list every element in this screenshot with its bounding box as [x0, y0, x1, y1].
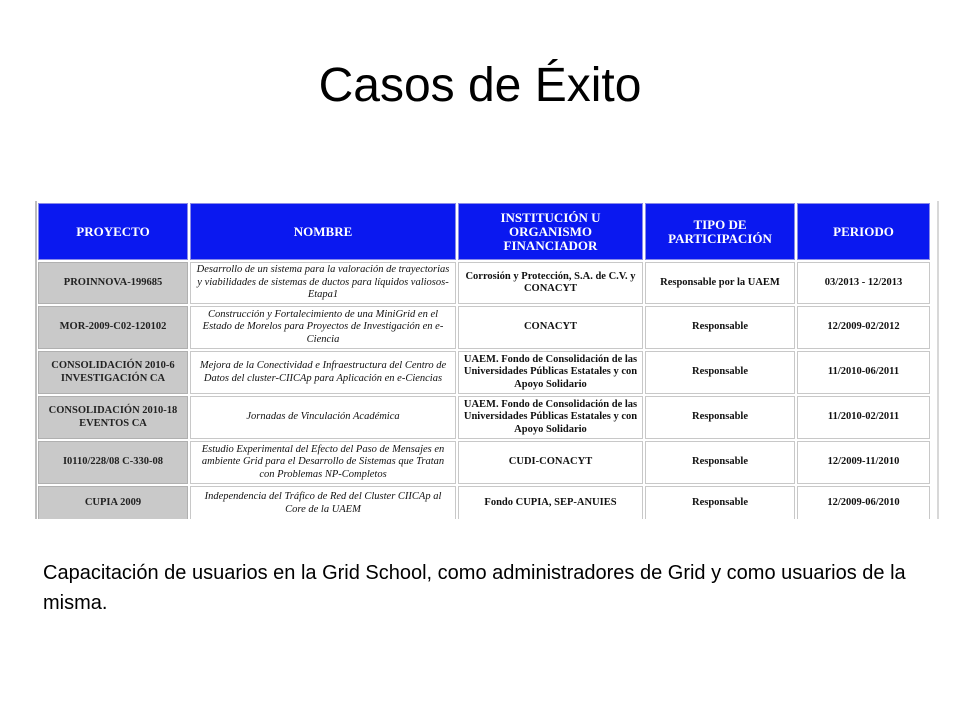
cases-table [36, 201, 932, 519]
header-periodo: PERIODO [797, 203, 930, 260]
cell-proyecto: MOR-2009-C02-120102 [38, 306, 188, 349]
cell-periodo: 12/2009-06/2010 [797, 486, 930, 519]
cases-table-image [35, 201, 939, 519]
cell-institucion: UAEM. Fondo de Consolidación de las Universidades Públicas Estatales y con Apoyo Solidario [458, 351, 643, 394]
cell-institucion: Corrosión y Protección, S.A. de C.V. y CONACYT [458, 262, 643, 304]
table-row [38, 441, 930, 484]
cell-tipo: Responsable por la UAEM [645, 262, 795, 304]
cell-institucion: UAEM. Fondo de Consolidación de las Universidades Públicas Estatales y con Apoyo Solidario [458, 396, 643, 439]
table-row [38, 306, 930, 349]
cell-tipo: Responsable [645, 441, 795, 484]
cell-institucion: CONACYT [458, 306, 643, 349]
cell-nombre: Construcción y Fortalecimiento de una MiniGrid en el Estado de Morelos para Proyectos de Investigación en e-Ciencia [190, 306, 456, 349]
table-row [38, 262, 930, 304]
cell-tipo: Responsable [645, 486, 795, 519]
cell-tipo: Responsable [645, 396, 795, 439]
header-nombre: NOMBRE [190, 203, 456, 260]
cell-periodo: 11/2010-02/2011 [797, 396, 930, 439]
cell-tipo: Responsable [645, 306, 795, 349]
slide-title: Casos de Éxito [318, 59, 642, 112]
cell-institucion: Fondo CUPIA, SEP-ANUIES [458, 486, 643, 519]
header-institucion: INSTITUCIÓN U ORGANISMO FINANCIADOR [458, 203, 643, 260]
cell-periodo: 03/2013 - 12/2013 [797, 262, 930, 304]
table-header-row [38, 203, 930, 260]
table-row [38, 486, 930, 519]
cell-nombre: Jornadas de Vinculación Académica [190, 396, 456, 439]
cell-periodo: 11/2010-06/2011 [797, 351, 930, 394]
cell-proyecto: PROINNOVA-199685 [38, 262, 188, 304]
header-proyecto: PROYECTO [38, 203, 188, 260]
body-paragraph: Capacitación de usuarios en la Grid School, como administradores de Grid y como usuarios de la misma. [43, 562, 906, 614]
cell-proyecto: CONSOLIDACIÓN 2010-18 EVENTOS CA [38, 396, 188, 439]
cell-nombre: Independencia del Tráfico de Red del Cluster CIICAp al Core de la UAEM [190, 486, 456, 519]
cell-proyecto: CONSOLIDACIÓN 2010-6 INVESTIGACIÓN CA [38, 351, 188, 394]
cell-institucion: CUDI-CONACYT [458, 441, 643, 484]
cell-proyecto: CUPIA 2009 [38, 486, 188, 519]
table-row [38, 351, 930, 394]
cell-periodo: 12/2009-02/2012 [797, 306, 930, 349]
cell-tipo: Responsable [645, 351, 795, 394]
table-row [38, 396, 930, 439]
cell-periodo: 12/2009-11/2010 [797, 441, 930, 484]
cell-nombre: Mejora de la Conectividad e Infraestructura del Centro de Datos del cluster-CIICAp para Aplicación en e-Ciencias [190, 351, 456, 394]
cell-proyecto: I0110/228/08 C-330-08 [38, 441, 188, 484]
header-tipo: TIPO DE PARTICIPACIÓN [645, 203, 795, 260]
cell-nombre: Estudio Experimental del Efecto del Paso de Mensajes en ambiente Grid para el Desarrollo de Sistemas que Tratan con Problemas NP-Completos [190, 441, 456, 484]
cell-nombre: Desarrollo de un sistema para la valoración de trayectorias y viabilidades de sistemas de ductos para líquidos valiosos-Etapa1 [190, 262, 456, 304]
